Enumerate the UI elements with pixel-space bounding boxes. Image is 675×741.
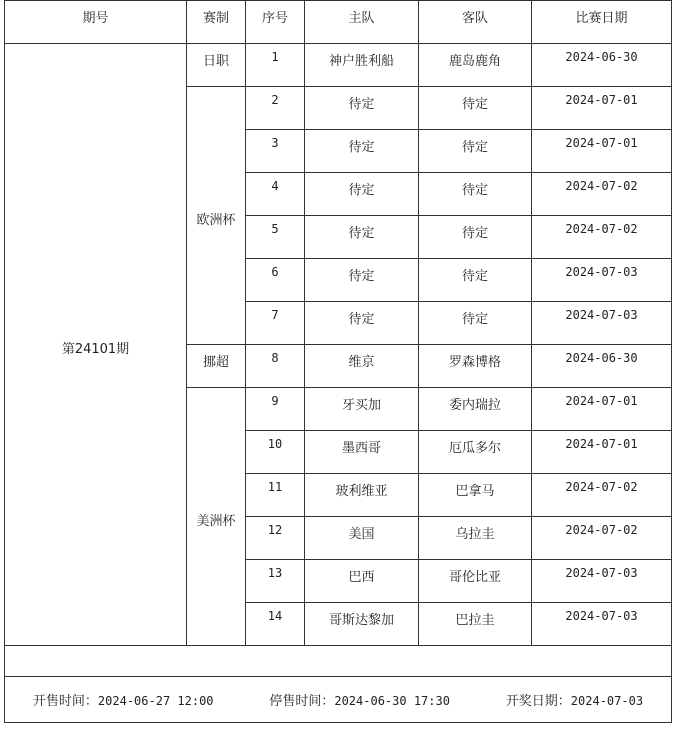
date-cell: 2024-07-01	[532, 388, 672, 431]
seq-cell: 6	[246, 259, 305, 302]
date-cell: 2024-07-03	[532, 259, 672, 302]
date-cell: 2024-07-03	[532, 603, 672, 646]
period-cell: 第24101期	[5, 44, 187, 646]
seq-cell: 7	[246, 302, 305, 345]
seq-cell: 8	[246, 345, 305, 388]
header-away: 客队	[419, 1, 532, 44]
home-cell: 待定	[305, 216, 419, 259]
sale-stop-value: 2024-06-30 17:30	[334, 694, 450, 708]
header-league: 赛制	[187, 1, 246, 44]
seq-cell: 10	[246, 431, 305, 474]
away-cell: 罗森博格	[419, 345, 532, 388]
away-cell: 待定	[419, 216, 532, 259]
home-cell: 哥斯达黎加	[305, 603, 419, 646]
date-cell: 2024-07-02	[532, 216, 672, 259]
home-cell: 待定	[305, 130, 419, 173]
home-cell: 待定	[305, 87, 419, 130]
away-cell: 待定	[419, 302, 532, 345]
header-home: 主队	[305, 1, 419, 44]
date-cell: 2024-07-01	[532, 87, 672, 130]
home-cell: 墨西哥	[305, 431, 419, 474]
home-cell: 待定	[305, 173, 419, 216]
away-cell: 厄瓜多尔	[419, 431, 532, 474]
away-cell: 待定	[419, 173, 532, 216]
date-cell: 2024-07-03	[532, 560, 672, 603]
date-cell: 2024-07-02	[532, 173, 672, 216]
date-cell: 2024-07-02	[532, 517, 672, 560]
home-cell: 神户胜利船	[305, 44, 419, 87]
date-cell: 2024-06-30	[532, 44, 672, 87]
away-cell: 巴拉圭	[419, 603, 532, 646]
footer-row	[5, 677, 672, 723]
blank-cell	[5, 646, 672, 677]
home-cell: 待定	[305, 302, 419, 345]
sale-start-label: 开售时间：	[32, 694, 98, 709]
seq-cell: 2	[246, 87, 305, 130]
seq-cell: 12	[246, 517, 305, 560]
date-cell: 2024-07-01	[532, 431, 672, 474]
seq-cell: 14	[246, 603, 305, 646]
home-cell: 巴西	[305, 560, 419, 603]
date-cell: 2024-07-03	[532, 302, 672, 345]
header-seq: 序号	[246, 1, 305, 44]
away-cell: 待定	[419, 259, 532, 302]
table-row	[5, 44, 672, 87]
away-cell: 鹿岛鹿角	[419, 44, 532, 87]
home-cell: 美国	[305, 517, 419, 560]
league-cell-norway: 挪超	[187, 345, 246, 388]
seq-cell: 5	[246, 216, 305, 259]
date-cell: 2024-07-01	[532, 130, 672, 173]
seq-cell: 3	[246, 130, 305, 173]
date-cell: 2024-06-30	[532, 345, 672, 388]
seq-cell: 9	[246, 388, 305, 431]
blank-row	[5, 646, 672, 677]
home-cell: 牙买加	[305, 388, 419, 431]
league-cell-copa: 美洲杯	[187, 388, 246, 646]
league-cell-euro: 欧洲杯	[187, 87, 246, 345]
seq-cell: 11	[246, 474, 305, 517]
sale-stop-label: 停售时间：	[269, 694, 335, 709]
away-cell: 乌拉圭	[419, 517, 532, 560]
away-cell: 哥伦比亚	[419, 560, 532, 603]
header-period: 期号	[5, 1, 187, 44]
seq-cell: 4	[246, 173, 305, 216]
seq-cell: 1	[246, 44, 305, 87]
footer-info	[5, 690, 671, 709]
draw-date	[506, 690, 643, 709]
league-cell-j1: 日职	[187, 44, 246, 87]
seq-cell: 13	[246, 560, 305, 603]
draw-date-label: 开奖日期：	[505, 694, 571, 709]
draw-date-value: 2024-07-03	[570, 694, 644, 708]
header-row	[5, 1, 672, 44]
away-cell: 待定	[419, 87, 532, 130]
home-cell: 玻利维亚	[305, 474, 419, 517]
away-cell: 巴拿马	[419, 474, 532, 517]
footer-cell	[5, 677, 672, 723]
header-date: 比赛日期	[532, 1, 672, 44]
home-cell: 待定	[305, 259, 419, 302]
date-cell: 2024-07-02	[532, 474, 672, 517]
away-cell: 待定	[419, 130, 532, 173]
sale-start-value: 2024-06-27 12:00	[97, 694, 214, 708]
home-cell: 维京	[305, 345, 419, 388]
sale-start	[33, 690, 214, 709]
schedule-table	[4, 0, 672, 723]
away-cell: 委内瑞拉	[419, 388, 532, 431]
sale-stop	[269, 690, 450, 709]
